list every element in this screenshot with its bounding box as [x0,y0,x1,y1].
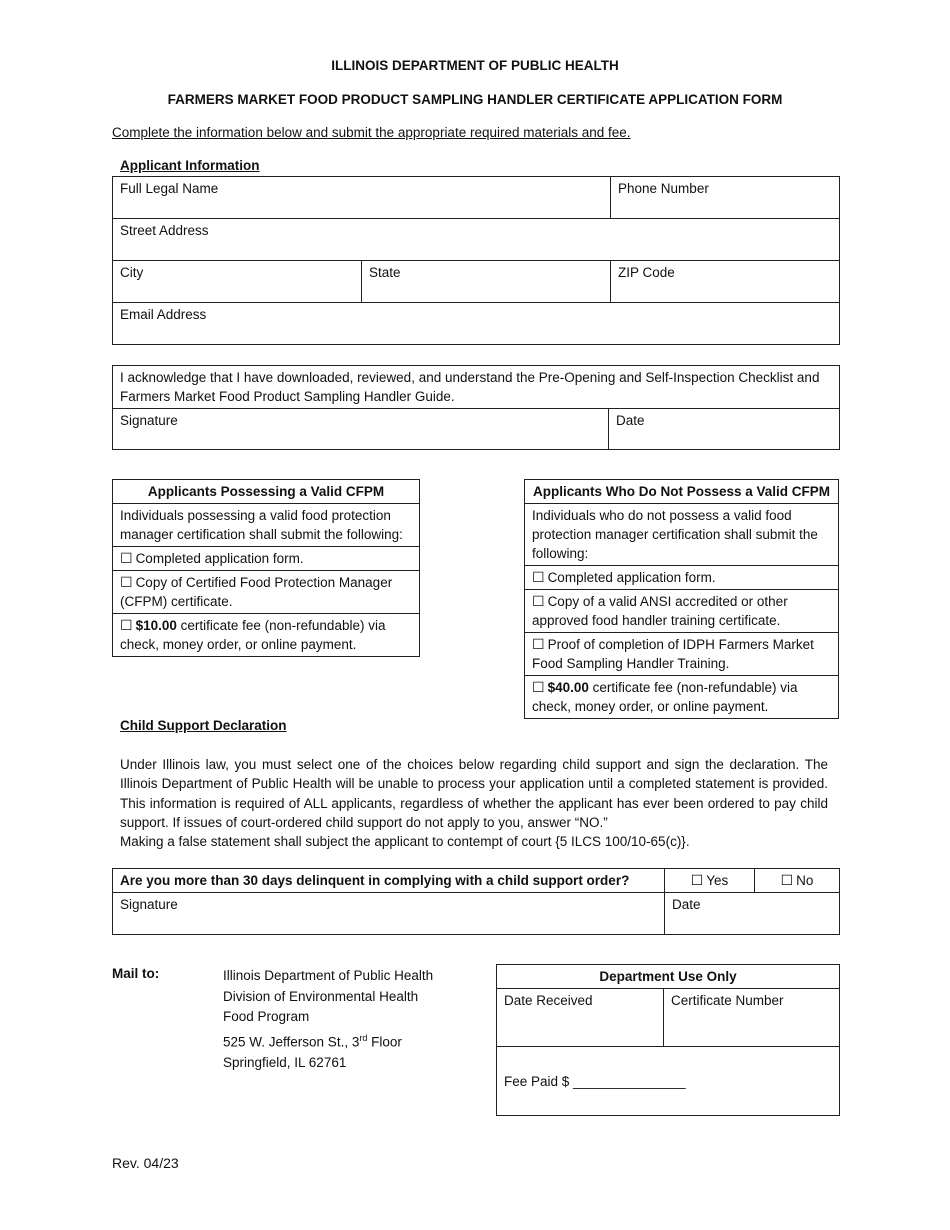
cfpm-none-heading: Applicants Who Do Not Possess a Valid CFPM [525,480,839,504]
cs-date-label: Date [672,897,701,912]
cfpm-none-item-3 [525,633,839,676]
department-use-table [496,964,840,1116]
child-support-question: Are you more than 30 days delinquent in complying with a child support order? [113,869,665,893]
date-received-field[interactable] [497,989,664,1047]
address-line-3: Food Program [223,1009,310,1024]
certificate-number-label: Certificate Number [671,993,784,1008]
phone-label: Phone Number [618,181,709,196]
yes-label: Yes [706,873,729,888]
cfpm-valid-heading: Applicants Possessing a Valid CFPM [113,480,420,504]
ack-signature-field[interactable] [113,409,609,450]
fee-paid-field[interactable] [497,1047,840,1116]
street-field[interactable] [113,219,840,261]
child-support-table [112,868,840,935]
cs-signature-label: Signature [120,897,178,912]
yes-option[interactable] [665,869,755,893]
checkbox-icon[interactable]: ☐ [532,679,545,695]
no-label: No [796,873,814,888]
applicant-table [112,176,840,345]
address-floor: Floor [367,1034,402,1049]
department-use-heading: Department Use Only [497,965,840,989]
address-ordinal: rd [359,1032,368,1043]
ack-date-field[interactable] [609,409,840,450]
address-line-5: Springfield, IL 62761 [223,1054,347,1070]
checkbox-icon[interactable]: ☐ [532,569,545,585]
city-field[interactable] [113,261,362,303]
form-title: FARMERS MARKET FOOD PRODUCT SAMPLING HANDLER CERTIFICATE APPLICATION FORM [167,92,783,107]
instructions: Complete the information below and submit the appropriate required materials and fee. [112,125,631,140]
cfpm-valid-item-3 [113,614,420,657]
checkbox-icon[interactable]: ☐ [532,636,545,652]
cfpm-none-item-2-label: Copy of a valid ANSI accredited or other approved food handler training certificate. [532,594,788,628]
cfpm-valid-item-1-label: Completed application form. [135,551,304,566]
address-street: 525 W. Jefferson St., 3 [223,1034,360,1049]
state-field[interactable] [362,261,611,303]
cfpm-valid-fee-amount: $10.00 [135,618,177,633]
ack-signature-label: Signature [120,413,178,428]
child-support-text: Under Illinois law, you must select one of the choices below regarding child support and sign the declaration. The Illinois Department of Public Health will be unable to process your application until a completed statement is provided. This information is required of ALL applicants, regardless of whether the applicant has ever been ordered to pay child support. If issues of court-ordered child support do not apply to you, answer “NO.” [120,757,828,830]
state-label: State [369,265,401,280]
cs-signature-field[interactable] [113,893,665,935]
cfpm-valid-intro: Individuals possessing a valid food protection manager certification shall submit the following: [113,504,420,547]
child-support-heading: Child Support Declaration [120,718,287,733]
checkbox-icon[interactable]: ☐ [780,872,794,888]
revision-label: Rev. 04/23 [112,1155,179,1171]
cfpm-valid-item-2-label: Copy of Certified Food Protection Manager (CFPM) certificate. [120,575,393,609]
cfpm-none-item-3-label: Proof of completion of IDPH Farmers Market Food Sampling Handler Training. [532,637,814,671]
street-label: Street Address [120,223,209,238]
cfpm-none-item-2 [525,590,839,633]
mail-to-label: Mail to: [112,966,160,981]
cfpm-none-item-1 [525,566,839,590]
phone-field[interactable] [611,177,840,219]
zip-label: ZIP Code [618,265,675,280]
date-received-label: Date Received [504,993,593,1008]
cs-date-field[interactable] [665,893,840,935]
department-title: ILLINOIS DEPARTMENT OF PUBLIC HEALTH [331,58,619,73]
checkbox-icon[interactable]: ☐ [120,617,133,633]
child-support-paragraph [120,755,828,851]
address-line-4 [223,1028,433,1053]
cfpm-none-table [524,479,839,719]
full-name-label: Full Legal Name [120,181,219,196]
address-line-1: Illinois Department of Public Health [223,968,434,983]
email-label: Email Address [120,307,207,322]
address-line-2: Division of Environmental Health [223,988,419,1004]
cfpm-valid-item-3-label: certificate fee (non-refundable) via check, money order, or online payment. [120,618,386,652]
applicant-heading: Applicant Information [120,158,260,173]
fee-paid-label: Fee Paid $ _______________ [504,1073,686,1089]
full-name-field[interactable] [113,177,611,219]
city-label: City [120,265,144,280]
cfpm-none-item-4-label: certificate fee (non-refundable) via check, money order, or online payment. [532,680,798,714]
certificate-number-field[interactable] [664,989,840,1047]
checkbox-icon[interactable]: ☐ [532,593,545,609]
cfpm-none-item-4 [525,676,839,719]
email-field[interactable] [113,303,840,345]
checkbox-icon[interactable]: ☐ [120,574,133,590]
cfpm-valid-item-2 [113,571,420,614]
mailing-address [223,966,433,1073]
cfpm-none-item-1-label: Completed application form. [547,570,716,585]
child-support-contempt-text: Making a false statement shall subject the applicant to contempt of court {5 ILCS 100/10-65(c)}. [120,834,690,850]
cfpm-valid-item-1 [113,547,420,571]
no-option[interactable] [755,869,840,893]
cfpm-valid-table [112,479,420,657]
checkbox-icon[interactable]: ☐ [120,550,133,566]
cfpm-none-fee-amount: $40.00 [547,680,589,695]
checkbox-icon[interactable]: ☐ [690,872,704,888]
acknowledgement-table [112,365,840,450]
ack-date-label: Date [616,413,645,428]
cfpm-none-intro: Individuals who do not possess a valid food protection manager certification shall submit the following: [525,504,839,566]
acknowledgement-text: I acknowledge that I have downloaded, reviewed, and understand the Pre-Opening and Self-Inspection Checklist and Farmers Market Food Product Sampling Handler Guide. [113,366,840,409]
zip-field[interactable] [611,261,840,303]
